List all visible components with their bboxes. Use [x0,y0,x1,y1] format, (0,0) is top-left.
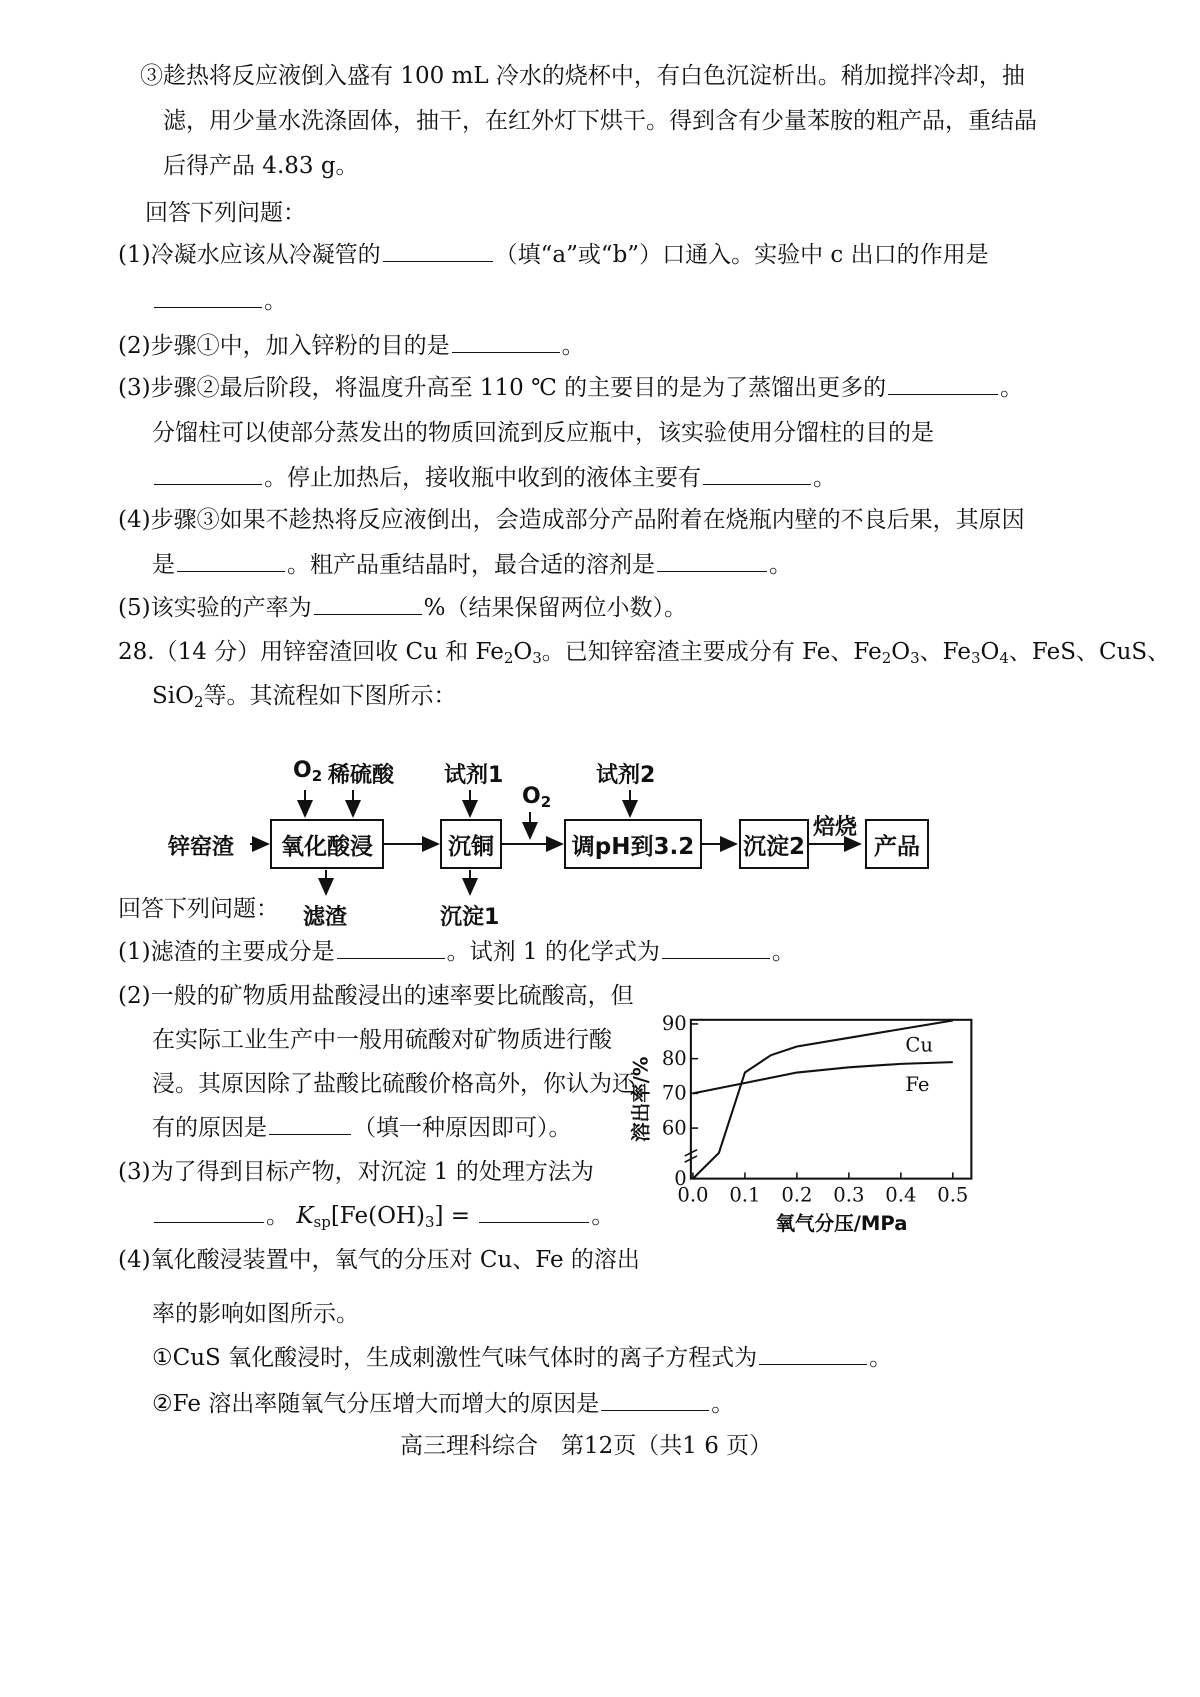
q1-blank-2[interactable] [154,285,262,308]
q1-text-c: 。 [264,288,287,314]
box-product: 产品 [865,819,929,869]
q5-blank[interactable] [314,592,422,615]
label-o2-first-o: O [293,758,312,783]
s1-text-a: (1)滤渣的主要成分是 [118,939,335,965]
p28-sub-2b: 2 [881,649,892,667]
question-3-line2: 分馏柱可以使部分蒸发出的物质回流到反应瓶中，该实验使用分馏柱的目的是 [152,420,934,446]
p28-sub-4: 4 [999,649,1009,667]
question-4: (4)步骤③如果不趁热将反应液倒出，会造成部分产品附着在烧瓶内壁的不良后果，其原因 [118,507,1025,533]
page-footer: 高三理科综合 第12页（共1 6 页） [400,1433,773,1459]
question-3-line3 [152,462,836,494]
q1-text-b: （填“a”或“b”）口通入。实验中 c 出口的作用是 [494,242,989,268]
p28-text-b: 。已知锌窑渣主要成分有 Fe、Fe [541,639,882,665]
fe-oh-sub: 3 [424,1213,435,1231]
label-precipitate-1: 沉淀1 [440,905,500,930]
x-tick-label: 0.1 [729,1183,761,1207]
p28-text-d: 等。其流程如下图所示： [203,683,457,709]
box-oxidative-leach: 氧化酸浸 [270,819,384,869]
q1-blank-1[interactable] [383,239,493,262]
q3-blank-1[interactable] [888,372,998,395]
label-o2-second [522,784,551,809]
q3-text-e: 。 [813,465,836,491]
question-4-line2 [152,549,792,581]
s1-blank-1[interactable] [337,936,445,959]
sub-question-3-line1: (3)为了得到目标产物，对沉淀 1 的处理方法为 [118,1159,594,1185]
question-5 [118,592,687,624]
problem-28-line2 [152,680,457,712]
sub-question-4-line1: (4)氧化酸浸装置中，氧气的分压对 Cu、Fe 的溶出 [118,1247,640,1273]
chem-Fe-3: Fe [942,639,971,665]
x-tick-label: 0.2 [781,1183,813,1207]
label-o2-first-sub: 2 [311,767,323,785]
y-tick-label: 80 [661,1046,687,1070]
s3-text-d: ] = [434,1203,471,1229]
x-tick-label: 0.4 [885,1183,917,1207]
q5-text-a: (5)该实验的产率为 [118,595,312,621]
s2-text-e: （填一种原因即可）。 [353,1115,572,1141]
q4-text-b: 是 [152,552,175,578]
answer-prompt-2: 回答下列问题： [118,896,279,922]
sub-question-3-line2 [152,1200,614,1232]
p28-text-c: 、FeS、CuS、 [1008,639,1171,665]
q2-blank[interactable] [452,330,560,353]
sub-question-4-line2: 率的影响如图所示。 [152,1301,359,1327]
s2-text-d: 有的原因是 [152,1115,267,1141]
question-3 [118,372,1023,404]
sub-question-2-line1: (2)一般的矿物质用盐酸浸出的速率要比硫酸高，但 [118,983,634,1009]
ksp-sub: sp [313,1213,331,1231]
label-o2-first [293,758,322,783]
label-filter-residue: 滤渣 [303,905,348,930]
p28-text-a: 28.（14 分）用锌窑渣回收 Cu 和 Fe [118,639,504,665]
chem-O-4: O [175,683,194,709]
s2-blank[interactable] [269,1112,351,1135]
dissolution-rate-chart [629,1000,992,1250]
label-reagent-1: 试剂1 [444,763,504,788]
x-tick-label: 0.0 [677,1183,709,1207]
q1-text-a: (1)冷凝水应该从冷凝管的 [118,242,381,268]
x-tick-label: 0.5 [937,1183,969,1207]
s3-text-e: 。 [591,1203,615,1229]
q3-text-d: 。停止加热后，接收瓶中收到的液体主要有 [264,465,701,491]
process-flowchart [168,758,1048,940]
s3-text-b: 。 [266,1203,289,1229]
s4-text-e: ②Fe 溶出率随氧气分压增大而增大的原因是 [152,1391,600,1417]
s1-text-b: 。试剂 1 的化学式为 [446,939,660,965]
box-copper-precip: 沉铜 [440,819,502,869]
label-roasting: 焙烧 [813,815,858,840]
box-precipitate-2: 沉淀2 [739,819,809,869]
y-tick-label: 70 [661,1081,687,1105]
q3-text-a: (3)步骤②最后阶段，将温度升高至 110 ℃ 的主要目的是为了蒸馏出更多的 [118,375,887,401]
q4-text-c: 。粗产品重结晶时，最合适的溶剂是 [287,552,655,578]
s1-blank-2[interactable] [662,936,770,959]
s1-text-c: 。 [771,939,795,965]
y-tick-label: 90 [661,1012,687,1036]
chem-O-3: O [980,639,1000,665]
s3-blank-1[interactable] [154,1200,264,1223]
sio2-sub: 2 [193,693,204,711]
label-reagent-2: 试剂2 [596,763,656,788]
problem-28-line1 [118,636,1170,668]
q2-text-a: (2)步骤①中，加入锌粉的目的是 [118,333,450,359]
comma-fe3o4: 、 [919,639,943,665]
label-zinc-kiln-slag: 锌窑渣 [168,835,235,860]
sub-question-4-part2 [152,1388,734,1420]
chem-Si: Si [152,683,176,709]
sub-question-2-line3: 浸。其原因除了盐酸比硫酸价格高外，你认为还 [152,1071,635,1097]
question-2 [118,330,585,362]
x-axis-label: 氧气分压/MPa [775,1212,908,1236]
chem-O-1: O [513,639,533,665]
s3-blank-2[interactable] [479,1200,589,1223]
s4-blank-1[interactable] [759,1342,867,1365]
p28-sub-3a: 3 [532,649,542,667]
question-1-cont [152,285,287,317]
q4-blank-1[interactable] [177,549,285,572]
s4-text-d: 。 [869,1345,893,1371]
series-label-cu: Cu [905,1033,933,1057]
question-1 [118,239,989,271]
q4-text-d: 。 [769,552,792,578]
p28-sub-3c: 3 [970,649,981,667]
x-tick-label: 0.3 [833,1183,865,1207]
y-tick-label: 60 [661,1116,687,1140]
label-dilute-sulfuric-acid: 稀硫酸 [328,763,395,788]
s4-blank-2[interactable] [601,1388,709,1411]
chem-O-2: O [891,639,911,665]
y-axis-label: 溶出率/% [629,1056,653,1142]
sub-question-2-line2: 在实际工业生产中一般用硫酸对矿物质进行酸 [152,1027,612,1053]
step3-line1: ③趁热将反应液倒入盛有 100 mL 冷水的烧杯中，有白色沉淀析出。稍加搅拌冷却，抽 [140,63,1025,89]
q2-text-b: 。 [561,333,585,359]
box-adjust-ph: 调pH到3.2 [564,819,702,869]
q3-text-b: 。 [1000,375,1024,401]
sub-question-2-line4 [152,1112,572,1144]
s3-text-c: [Fe(OH) [330,1203,425,1229]
q4-blank-2[interactable] [657,549,767,572]
sub-question-1 [118,936,795,968]
label-o2-second-o: O [522,784,541,809]
q3-blank-3[interactable] [703,462,811,485]
step3-line2: 滤，用少量水洗涤固体，抽干，在红外灯下烘干。得到含有少量苯胺的粗产品，重结晶 [163,108,1037,134]
s4-text-c: ①CuS 氧化酸浸时，生成刺激性气味气体时的离子方程式为 [152,1345,758,1371]
label-o2-second-sub: 2 [540,793,552,811]
q5-text-b: %（结果保留两位小数）。 [423,595,687,621]
sub-question-4-part1 [152,1342,892,1374]
step3-line3: 后得产品 4.83 g。 [163,153,359,179]
p28-sub-3b: 3 [910,649,920,667]
y-tick-label: 0 [674,1166,687,1190]
ksp-symbol: K [296,1203,314,1229]
q3-blank-2[interactable] [154,462,262,485]
answer-prompt-1: 回答下列问题： [145,200,306,226]
s4-text-f: 。 [711,1391,735,1417]
p28-sub-2a: 2 [503,649,514,667]
series-label-fe: Fe [905,1073,930,1097]
